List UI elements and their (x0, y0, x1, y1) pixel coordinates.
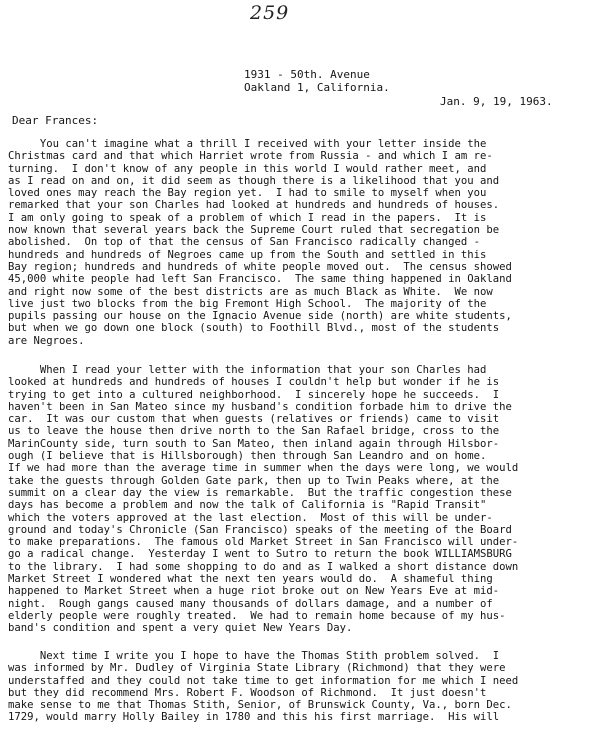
letter-line: Bay region; hundreds and hundreds of white people moved out. The census showed (8, 260, 512, 273)
letter-line: MarinCounty side, turn south to San Mateo, then inland again through Hilsbor- (8, 437, 500, 450)
letter-line: happened to Market Street when a huge riot broke out on New Years Eve at mid- (8, 585, 500, 598)
letter-line: take the guests through Golden Gate park, then up to Twin Peaks where, at the (8, 474, 500, 487)
letter-line: night. Rough gangs caused many thousands of dollars damage, and a number of (8, 597, 493, 610)
address-line-street: 1931 - 50th. Avenue (244, 68, 370, 81)
letter-line: are Negroes. (8, 334, 85, 347)
letter-line: trying to get into a cultured neighborhood. I sincerely hope he succeeds. I (8, 388, 500, 401)
letter-line: but when we go down one block (south) to Foothill Blvd., most of the students (8, 322, 500, 335)
letter-line: was informed by Mr. Dudley of Virginia State Library (Richmond) that they were (8, 662, 506, 675)
letter-line: as I read on and on, it did seem as though there is a likelihood that you and (8, 174, 500, 187)
letter-line: turning. I don't know of any people in this world I would rather meet, and (8, 162, 487, 175)
address-line-city: Oakland 1, California. (244, 81, 390, 94)
letter-line: go a radical change. Yesterday I went to Sutro to return the book WILLIAMSBURG (8, 548, 512, 561)
letter-line: If we had more than the average time in summer when the days were long, we would (8, 462, 519, 475)
letter-line: live just two blocks from the big Fremont High School. The majority of the (8, 297, 487, 310)
paragraph-2 (8, 364, 600, 635)
letter-line: and right now some of the best districts are as much Black as White. We now (8, 285, 493, 298)
letter-line: now known that several years back the Supreme Court ruled that secregation be (8, 224, 500, 237)
letter-line: ough (I believe that is Hillsborough) then through San Leandro and on home. (8, 450, 487, 463)
letter-line: days has become a problem and now the talk of California is "Rapid Transit" (8, 499, 487, 512)
letter-line: Market Street I wondered what the next ten years would do. A shameful thing (8, 573, 493, 586)
letter-line: ground and today's Chronicle (San Francisco) speaks of the meeting of the Board (8, 523, 512, 536)
letter-line: abolished. On top of that the census of San Francisco radically changed - (8, 236, 480, 249)
letter-line: looked at hundreds and hundreds of houses I couldn't help but wonder if he is (8, 376, 500, 389)
letter-line: to the library. I had some shopping to do and as I walked a short distance down (8, 560, 519, 573)
letter-line: elderly people were roughly treated. We had to remain home because of my hus- (8, 609, 506, 622)
letter-line: I am only going to speak of a problem of which I read in the papers. It is (8, 211, 487, 224)
letter-line: understaffed and they could not take time to get information for me which I need (8, 674, 519, 687)
letter-line: us to leave the house then drive north to the San Rafael bridge, cross to the (8, 425, 500, 438)
letter-line: 45,000 white people had left San Francisco. The same thing happened in Oakland (8, 273, 512, 286)
page-number: 259 (250, 2, 290, 24)
letter-line: remarked that your son Charles had looked at hundreds and hundreds of houses. (8, 199, 500, 212)
letter-line: Christmas card and that which Harriet wrote from Russia - and which I am re- (8, 150, 493, 163)
letter-line: to make preparations. The famous old Market Street in San Francisco will under- (8, 536, 519, 549)
letter-line: pupils passing our house on the Ignacio Avenue side (north) are white students, (8, 310, 512, 323)
letter-line: Next time I write you I hope to have the Thomas Stith problem solved. I (8, 650, 500, 662)
letter-line: but they did recommend Mrs. Robert F. Woodson of Richmond. It just doesn't (8, 686, 487, 699)
letter-line: hundreds and hundreds of Negroes came up from the South and settled in this (8, 248, 487, 261)
paragraph-1 (8, 138, 600, 347)
letter-line: band's condition and spent a very quiet New Years Day. (8, 622, 353, 635)
letter-line: You can't imagine what a thrill I received with your letter inside the (8, 138, 487, 150)
letter-line: make sense to me that Thomas Stith, Senior, of Brunswick County, Va., born Dec. (8, 699, 512, 712)
letter-line: When I read your letter with the information that your son Charles had (8, 364, 487, 376)
salutation: Dear Frances: (12, 114, 99, 127)
letter-line: car. It was our custom that when guests (relatives or friends) came to visit (8, 413, 500, 426)
letter-line: summit on a clear day the view is remarkable. But the traffic congestion these (8, 486, 512, 499)
paragraph-3 (8, 650, 600, 724)
letter-date: Jan. 9, 19, 1963. (440, 95, 553, 108)
letter-line: 1729, would marry Holly Bailey in 1780 and this his first marriage. His will (8, 711, 500, 724)
letter-line: loved ones may reach the Bay region yet. I had to smile to myself when you (8, 187, 487, 200)
letter-line: haven't been in San Mateo since my husband's condition forbade him to drive the (8, 400, 512, 413)
letter-line: which the voters approved at the last election. Most of this will be under- (8, 511, 493, 524)
sender-address (244, 68, 390, 94)
